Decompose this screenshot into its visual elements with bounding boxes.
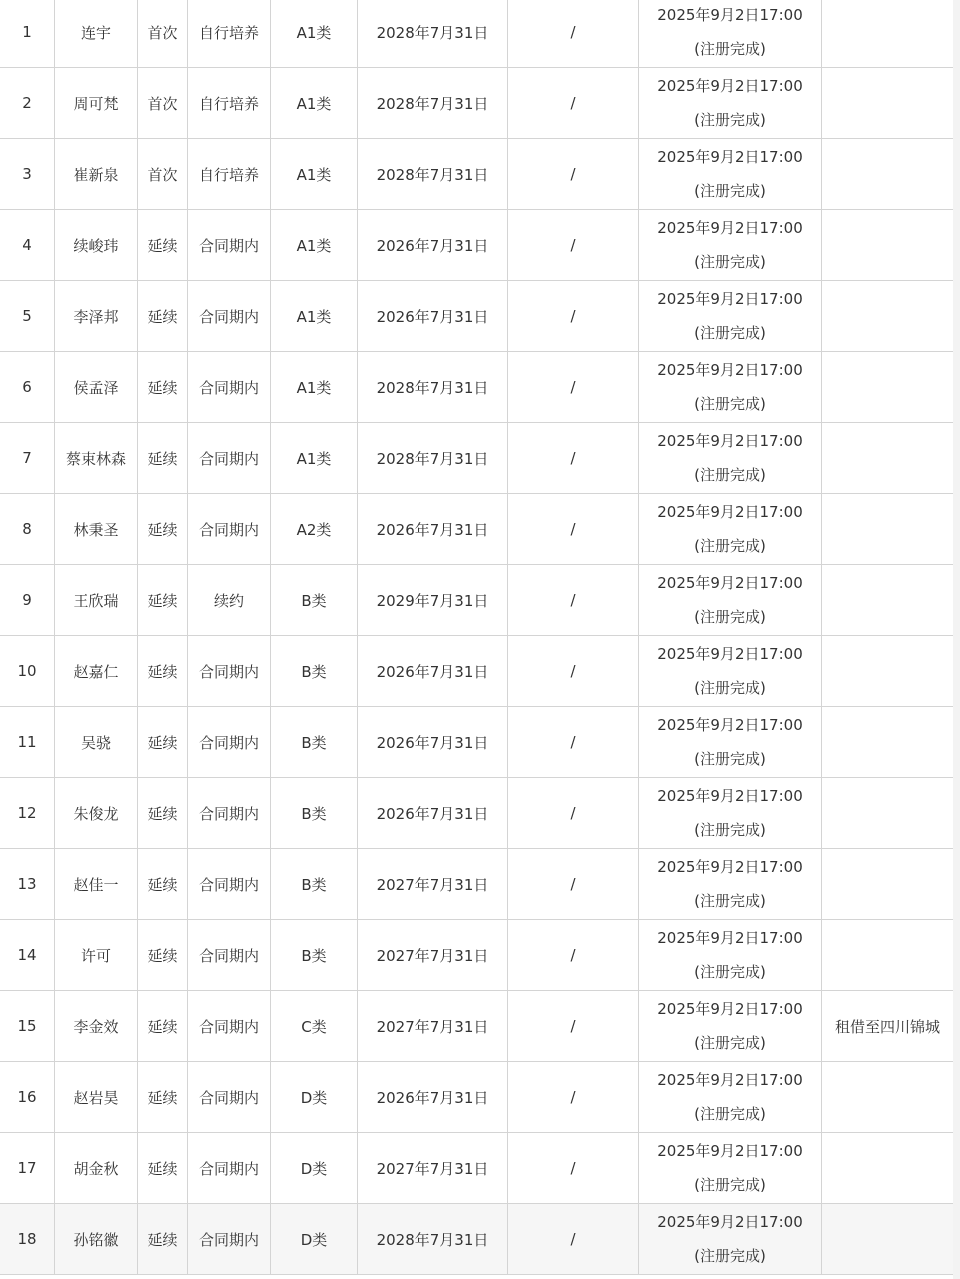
cell-category: B类 [271, 636, 358, 707]
deadline-time: 2025年9月2日17:00 [657, 787, 803, 805]
table-row [0, 68, 954, 139]
cell-contract-end: 2027年7月31日 [358, 920, 508, 991]
cell-contract-status: 合同期内 [188, 281, 271, 352]
cell-row-number: 1 [0, 0, 55, 68]
cell-contract-status: 合同期内 [188, 778, 271, 849]
cell-contract-status: 合同期内 [188, 423, 271, 494]
deadline-status: (注册完成) [694, 750, 766, 768]
cell-row-number: 2 [0, 68, 55, 139]
cell-row-number: 4 [0, 210, 55, 281]
cell-remark [822, 778, 954, 849]
cell-remark [822, 423, 954, 494]
deadline-status: (注册完成) [694, 892, 766, 910]
cell-transfer: / [508, 139, 639, 210]
deadline-status: (注册完成) [694, 679, 766, 697]
cell-category: A1类 [271, 281, 358, 352]
table-row [0, 423, 954, 494]
deadline-time: 2025年9月2日17:00 [657, 929, 803, 947]
cell-contract-end: 2028年7月31日 [358, 68, 508, 139]
cell-row-number: 13 [0, 849, 55, 920]
cell-row-number: 16 [0, 1062, 55, 1133]
cell-contract-status: 自行培养 [188, 68, 271, 139]
page-edge [953, 0, 960, 1279]
cell-category: A1类 [271, 352, 358, 423]
cell-deadline [639, 849, 822, 920]
cell-row-number: 5 [0, 281, 55, 352]
cell-contract-end: 2027年7月31日 [358, 849, 508, 920]
cell-category: B类 [271, 778, 358, 849]
deadline-time: 2025年9月2日17:00 [657, 361, 803, 379]
cell-registration-type: 延续 [138, 920, 188, 991]
cell-contract-status: 合同期内 [188, 494, 271, 565]
deadline-status: (注册完成) [694, 608, 766, 626]
cell-remark [822, 636, 954, 707]
cell-category: A1类 [271, 68, 358, 139]
deadline-status: (注册完成) [694, 395, 766, 413]
cell-deadline [639, 352, 822, 423]
cell-contract-end: 2026年7月31日 [358, 281, 508, 352]
cell-remark [822, 565, 954, 636]
cell-remark [822, 0, 954, 68]
cell-registration-type: 首次 [138, 139, 188, 210]
deadline-time: 2025年9月2日17:00 [657, 77, 803, 95]
cell-contract-end: 2028年7月31日 [358, 0, 508, 68]
deadline-status: (注册完成) [694, 1105, 766, 1123]
cell-transfer: / [508, 494, 639, 565]
table-row [0, 778, 954, 849]
cell-row-number: 12 [0, 778, 55, 849]
cell-transfer: / [508, 68, 639, 139]
cell-deadline [639, 1204, 822, 1275]
cell-contract-end: 2028年7月31日 [358, 139, 508, 210]
cell-contract-status: 合同期内 [188, 210, 271, 281]
cell-player-name: 胡金秋 [55, 1133, 138, 1204]
cell-category: C类 [271, 991, 358, 1062]
table-row [0, 0, 954, 68]
cell-remark [822, 849, 954, 920]
cell-transfer: / [508, 565, 639, 636]
cell-player-name: 孙铭徽 [55, 1204, 138, 1275]
cell-remark [822, 352, 954, 423]
cell-category: B类 [271, 707, 358, 778]
cell-contract-end: 2026年7月31日 [358, 707, 508, 778]
cell-transfer: / [508, 210, 639, 281]
cell-deadline [639, 68, 822, 139]
cell-contract-end: 2028年7月31日 [358, 352, 508, 423]
cell-contract-status: 自行培养 [188, 0, 271, 68]
cell-player-name: 蔡束林森 [55, 423, 138, 494]
table-row [0, 1204, 954, 1275]
cell-category: D类 [271, 1133, 358, 1204]
deadline-status: (注册完成) [694, 1247, 766, 1265]
cell-transfer: / [508, 849, 639, 920]
cell-remark [822, 707, 954, 778]
cell-player-name: 朱俊龙 [55, 778, 138, 849]
cell-transfer: / [508, 352, 639, 423]
cell-row-number: 15 [0, 991, 55, 1062]
cell-transfer: / [508, 0, 639, 68]
cell-registration-type: 延续 [138, 565, 188, 636]
cell-contract-end: 2027年7月31日 [358, 1133, 508, 1204]
cell-registration-type: 延续 [138, 778, 188, 849]
cell-row-number: 11 [0, 707, 55, 778]
cell-category: A1类 [271, 210, 358, 281]
cell-contract-status: 合同期内 [188, 849, 271, 920]
cell-player-name: 续峻玮 [55, 210, 138, 281]
deadline-status: (注册完成) [694, 111, 766, 129]
cell-deadline [639, 139, 822, 210]
cell-row-number: 9 [0, 565, 55, 636]
cell-category: A1类 [271, 139, 358, 210]
cell-registration-type: 首次 [138, 68, 188, 139]
cell-category: A1类 [271, 0, 358, 68]
cell-deadline [639, 281, 822, 352]
cell-row-number: 3 [0, 139, 55, 210]
cell-remark: 租借至四川锦城 [822, 991, 954, 1062]
cell-deadline [639, 423, 822, 494]
cell-contract-end: 2028年7月31日 [358, 423, 508, 494]
cell-contract-end: 2026年7月31日 [358, 210, 508, 281]
deadline-time: 2025年9月2日17:00 [657, 219, 803, 237]
cell-deadline [639, 0, 822, 68]
cell-deadline [639, 778, 822, 849]
cell-transfer: / [508, 707, 639, 778]
cell-deadline [639, 1062, 822, 1133]
deadline-time: 2025年9月2日17:00 [657, 148, 803, 166]
cell-remark [822, 139, 954, 210]
cell-row-number: 8 [0, 494, 55, 565]
deadline-time: 2025年9月2日17:00 [657, 858, 803, 876]
deadline-status: (注册完成) [694, 963, 766, 981]
table-row [0, 920, 954, 991]
cell-registration-type: 首次 [138, 0, 188, 68]
cell-contract-status: 合同期内 [188, 991, 271, 1062]
cell-remark [822, 1062, 954, 1133]
cell-player-name: 侯孟泽 [55, 352, 138, 423]
deadline-status: (注册完成) [694, 1034, 766, 1052]
cell-contract-status: 合同期内 [188, 707, 271, 778]
table-row [0, 565, 954, 636]
cell-transfer: / [508, 1133, 639, 1204]
cell-registration-type: 延续 [138, 849, 188, 920]
cell-contract-status: 合同期内 [188, 636, 271, 707]
cell-category: D类 [271, 1062, 358, 1133]
cell-player-name: 连宇 [55, 0, 138, 68]
cell-registration-type: 延续 [138, 423, 188, 494]
deadline-time: 2025年9月2日17:00 [657, 6, 803, 24]
cell-transfer: / [508, 1062, 639, 1133]
cell-contract-status: 自行培养 [188, 139, 271, 210]
deadline-status: (注册完成) [694, 821, 766, 839]
deadline-time: 2025年9月2日17:00 [657, 716, 803, 734]
cell-transfer: / [508, 423, 639, 494]
deadline-time: 2025年9月2日17:00 [657, 1142, 803, 1160]
cell-row-number: 17 [0, 1133, 55, 1204]
cell-contract-end: 2027年7月31日 [358, 991, 508, 1062]
table-row [0, 991, 954, 1062]
cell-category: B类 [271, 565, 358, 636]
cell-contract-status: 合同期内 [188, 352, 271, 423]
table-row [0, 849, 954, 920]
table-row [0, 707, 954, 778]
cell-contract-end: 2026年7月31日 [358, 778, 508, 849]
deadline-status: (注册完成) [694, 1176, 766, 1194]
deadline-status: (注册完成) [694, 466, 766, 484]
cell-transfer: / [508, 778, 639, 849]
cell-player-name: 周可梵 [55, 68, 138, 139]
cell-deadline [639, 210, 822, 281]
cell-remark [822, 920, 954, 991]
cell-category: A2类 [271, 494, 358, 565]
cell-category: B类 [271, 849, 358, 920]
deadline-time: 2025年9月2日17:00 [657, 1213, 803, 1231]
cell-player-name: 赵嘉仁 [55, 636, 138, 707]
cell-contract-status: 合同期内 [188, 1133, 271, 1204]
table-row [0, 139, 954, 210]
cell-row-number: 10 [0, 636, 55, 707]
cell-registration-type: 延续 [138, 494, 188, 565]
cell-registration-type: 延续 [138, 991, 188, 1062]
cell-deadline [639, 707, 822, 778]
cell-deadline [639, 1133, 822, 1204]
cell-player-name: 林秉圣 [55, 494, 138, 565]
deadline-status: (注册完成) [694, 40, 766, 58]
cell-contract-status: 合同期内 [188, 1204, 271, 1275]
cell-registration-type: 延续 [138, 636, 188, 707]
cell-player-name: 许可 [55, 920, 138, 991]
cell-category: D类 [271, 1204, 358, 1275]
cell-transfer: / [508, 636, 639, 707]
deadline-time: 2025年9月2日17:00 [657, 1000, 803, 1018]
cell-deadline [639, 991, 822, 1062]
table-row [0, 636, 954, 707]
deadline-status: (注册完成) [694, 253, 766, 271]
cell-deadline [639, 565, 822, 636]
cell-registration-type: 延续 [138, 707, 188, 778]
deadline-status: (注册完成) [694, 324, 766, 342]
cell-transfer: / [508, 991, 639, 1062]
cell-deadline [639, 920, 822, 991]
cell-player-name: 李金效 [55, 991, 138, 1062]
cell-player-name: 赵佳一 [55, 849, 138, 920]
cell-transfer: / [508, 281, 639, 352]
cell-registration-type: 延续 [138, 210, 188, 281]
deadline-time: 2025年9月2日17:00 [657, 645, 803, 663]
deadline-time: 2025年9月2日17:00 [657, 1071, 803, 1089]
cell-category: A1类 [271, 423, 358, 494]
cell-registration-type: 延续 [138, 1062, 188, 1133]
cell-remark [822, 1204, 954, 1275]
cell-player-name: 王欣瑞 [55, 565, 138, 636]
deadline-time: 2025年9月2日17:00 [657, 503, 803, 521]
cell-contract-status: 合同期内 [188, 920, 271, 991]
cell-remark [822, 210, 954, 281]
table-row [0, 210, 954, 281]
deadline-time: 2025年9月2日17:00 [657, 290, 803, 308]
cell-transfer: / [508, 920, 639, 991]
cell-row-number: 7 [0, 423, 55, 494]
table-row [0, 352, 954, 423]
table-row [0, 1062, 954, 1133]
cell-row-number: 18 [0, 1204, 55, 1275]
cell-remark [822, 494, 954, 565]
cell-player-name: 李泽邦 [55, 281, 138, 352]
cell-remark [822, 1133, 954, 1204]
cell-remark [822, 281, 954, 352]
cell-registration-type: 延续 [138, 1133, 188, 1204]
table-row [0, 281, 954, 352]
cell-row-number: 6 [0, 352, 55, 423]
cell-player-name: 崔新泉 [55, 139, 138, 210]
cell-contract-end: 2026年7月31日 [358, 1062, 508, 1133]
cell-remark [822, 68, 954, 139]
cell-player-name: 吴骁 [55, 707, 138, 778]
cell-contract-end: 2026年7月31日 [358, 636, 508, 707]
cell-contract-status: 合同期内 [188, 1062, 271, 1133]
deadline-status: (注册完成) [694, 182, 766, 200]
cell-contract-end: 2029年7月31日 [358, 565, 508, 636]
cell-row-number: 14 [0, 920, 55, 991]
table-row [0, 1133, 954, 1204]
cell-contract-end: 2026年7月31日 [358, 494, 508, 565]
table-row [0, 494, 954, 565]
cell-contract-end: 2028年7月31日 [358, 1204, 508, 1275]
cell-contract-status: 续约 [188, 565, 271, 636]
cell-deadline [639, 636, 822, 707]
deadline-status: (注册完成) [694, 537, 766, 555]
cell-registration-type: 延续 [138, 352, 188, 423]
cell-player-name: 赵岩昊 [55, 1062, 138, 1133]
deadline-time: 2025年9月2日17:00 [657, 432, 803, 450]
cell-deadline [639, 494, 822, 565]
cell-transfer: / [508, 1204, 639, 1275]
cell-category: B类 [271, 920, 358, 991]
cell-registration-type: 延续 [138, 281, 188, 352]
deadline-time: 2025年9月2日17:00 [657, 574, 803, 592]
cell-registration-type: 延续 [138, 1204, 188, 1275]
